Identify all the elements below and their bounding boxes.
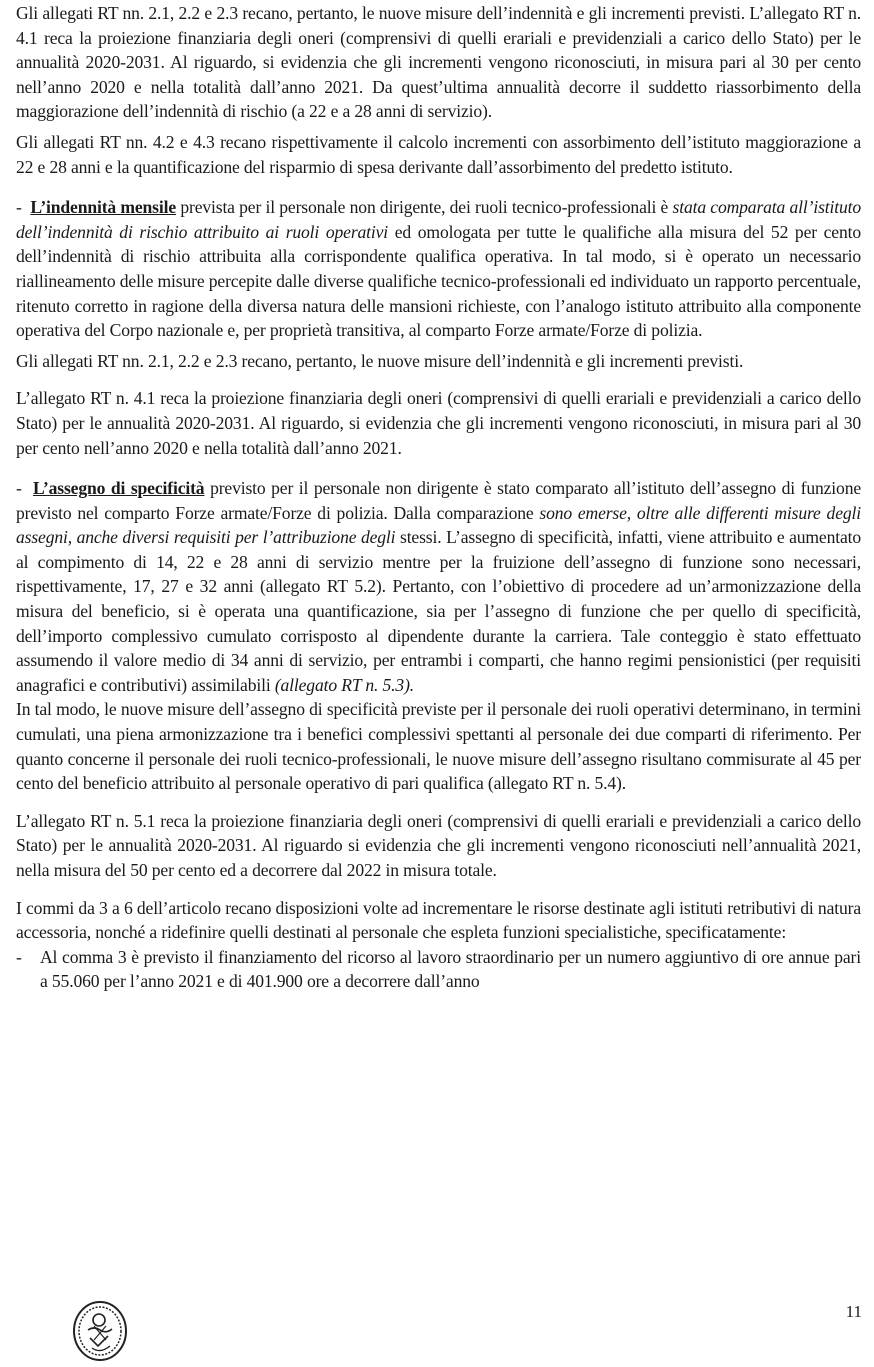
paragraph-allegati-2x-repeat: Gli allegati RT nn. 2.1, 2.2 e 2.3 recano, pertanto, le nuove misure dell’indennità e gli incrementi previsti. [16,350,744,371]
paragraph-allegato-4-1: L’allegato RT n. 4.1 reca la proiezione finanziaria degli oneri (comprensivi di quelli erariali e previdenziali a carico dello Stato) per le annualità 2020-2031. Al riguardo, si evidenzia che gli incrementi vengono riconosciuti, in misura pari al 30 per cento nell’anno 2020 e nella totalità dall’anno 2021. [16,388,861,458]
paragraph-commi-3-6: I commi da 3 a 6 dell’articolo recano disposizioni volte ad incrementare le risorse destinate agli istituti retributivi di natura accessoria, nonché a ridefinire quelli destinati al personale che espleta funzioni specialistiche, specificatamente: [16,897,861,943]
paragraph-indennita-mensile [16,195,861,343]
paragraph-allegati-4x: Gli allegati RT nn. 4.2 e 4.3 recano rispettivamente il calcolo incrementi con assorbimento dell’istituto maggiorazione a 22 e 28 anni e la quantificazione del risparmio di spesa derivante dall’assorbimento del predetto istituto. [16,131,861,177]
list-item-text: Al comma 3 è previsto il finanziamento del ricorso al lavoro straordinario per un numero aggiuntivo di ore annue pari a 55.060 per l’anno 2021 e di 401.900 ore a decorrere dall’anno [40,946,861,992]
paragraph-armonizzazione: In tal modo, le nuove misure dell’assegno di specificità previste per il personale dei ruoli operativi determinano, in termini cumulati, una piena armonizzazione tra i benefici complessivi spettanti al personale dei due comparti di riferimento. Per quanto concerne il personale dei ruoli tecnico-professionali, le nuove misure dell’assegno risultano commisurate al 45 per cento del beneficio attribuito al personale operativo di pari qualifica (allegato RT n. 5.4). [16,699,861,794]
bullet-dash: - [16,946,22,967]
text-run: ed omologata per tutte le qualifiche alla misura del 52 per cento dell’indennità di rischio attribuita alla corrispondente qualifica operativa. In tal modo, si è operato un necessario riallineamento delle misure percepite dalle diverse qualifiche tecnico-professionali ed individuato un rapporto percentuale, ritenuto corretto in ragione della diversa natura delle mansioni richieste, con l’analogo istituto attribuito alla componente operativa del Corpo nazionale e, per proprietà transitiva, al comparto Forze armate/Forze di polizia. [16,221,861,341]
section-lead-indennita-mensile: L’indennità mensile [30,197,177,218]
italic-reference: (allegato RT n. 5.3). [274,674,415,695]
text-run: stessi. L’assegno di specificità, infatti, viene attribuito e aumentato al compimento di 14, 22 e 28 anni di servizio mentre per la fruizione dell’assegno di funzione sono necessari, rispettivamente, 17, 27 e 32 anni (allegato RT 5.2). Pertanto, con l’obiettivo di procedere ad un’armonizzazione della misura del beneficio, si è operata una quantificazione, sia per l’assegno di funzione che per quello di specificità, dell’importo complessivo cumulato corrisposto al dipendente durante la carriera. Tale conteggio è stato effettuato assumendo il valore medio di 34 anni di servizio, per entrambi i comparti, che hanno regimi pensionistici (per requisiti anagrafici e contributivi) assimilabili [16,527,861,695]
bullet-dash: - [16,197,22,218]
paragraph-allegati-2x: Gli allegati RT nn. 2.1, 2.2 e 2.3 recano, pertanto, le nuove misure dell’indennità e gli incrementi previsti. L’allegato RT n. 4.1 reca la proiezione finanziaria degli oneri (comprensivi di quelli erariali e previdenziali a carico dello Stato) per le annualità 2020-2031. Al riguardo, si evidenzia che gli incrementi vengono riconosciuti, in misura pari al 30 per cento nell’anno 2020 e nella totalità dall’anno 2021. Da quest’ultima annualità decorre il suddetto riassorbimento della maggiorazione dell’indennità di rischio (a 22 e a 28 anni di servizio). [16,3,861,122]
document-page [16,0,861,994]
paragraph-allegato-5-1: L’allegato RT n. 5.1 reca la proiezione finanziaria degli oneri (comprensivi di quelli erariali e previdenziali a carico dello Stato) per le annualità 2020-2031. Al riguardo si evidenzia che gli incrementi vengono riconosciuti nell’annualità 2021, nella misura del 50 per cento ed a decorrere dal 2022 in misura totale. [16,810,861,880]
page-number: 11 [845,1302,862,1321]
paragraph-assegno-specificita [16,476,861,697]
italic-run: stata comparata all’istituto dell’indennità di rischio attribuito ai ruoli operativi [16,197,862,242]
text-run: previsto per il personale non dirigente è stato comparato all’istituto dell’assegno di funzione previsto nel comparto Forze armate/Forze di polizia. Dalla comparazione [16,478,862,523]
list-item-comma-3 [16,945,861,994]
text-run: prevista per il personale non dirigente, dei ruoli tecnico-professionali è [176,197,673,218]
section-lead-assegno-specificita: L’assegno di specificità [32,478,205,499]
senate-seal-icon [72,1300,128,1362]
bullet-dash: - [16,478,22,499]
italic-run: sono emerse, oltre alle differenti misure degli assegni, anche diversi requisiti per l’attribuzione degli [16,502,861,548]
